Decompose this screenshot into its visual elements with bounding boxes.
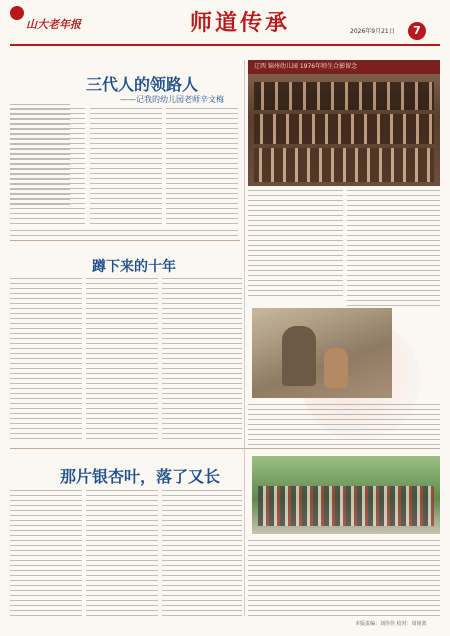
issue-date: 2026年9月21日 [350, 28, 395, 35]
article2-text-col2 [86, 278, 158, 442]
article-divider-2 [10, 448, 440, 449]
header-rule [10, 44, 440, 46]
article2-text-col3 [162, 278, 242, 442]
group-photo-ginkgo [252, 456, 440, 534]
article1-title: 三代人的领路人 [86, 75, 199, 94]
photo-row-back [254, 82, 434, 110]
photo-figure-adult [282, 326, 316, 386]
logo-seal-icon [10, 6, 24, 20]
article1-text-col5 [347, 190, 440, 308]
page-header [0, 0, 450, 44]
newspaper-logo [10, 6, 81, 36]
article3-text-col3 [162, 490, 242, 618]
section-title: 师道传承 [190, 10, 291, 36]
article2-title: 蹲下来的十年 [92, 259, 176, 275]
article1-text-col3 [166, 108, 238, 228]
article2-text-col4 [248, 404, 440, 448]
article3-text-col4 [248, 540, 440, 616]
class-photo-1976 [248, 60, 440, 186]
photo-figure-child [324, 348, 348, 388]
photo-row-front [254, 148, 434, 182]
article3-title: 那片银杏叶，落了又长 [60, 467, 221, 486]
article1-text-col4 [248, 190, 343, 300]
article1-text-row [10, 230, 238, 236]
article3-text-col1 [10, 490, 82, 618]
photo-group-row [258, 486, 434, 526]
article-divider-1 [10, 240, 240, 241]
article2-text-col1 [10, 278, 82, 442]
page-footer-credit: 本版责编：刘佳佳 校对：周铭蓝 [355, 621, 427, 627]
photo-row-middle [254, 114, 434, 144]
column-divider [244, 60, 245, 616]
teacher-with-child-photo [252, 308, 392, 398]
article1-text-col2 [90, 108, 162, 228]
article1-subtitle: ——记我的幼儿园老师辛文梅 [120, 95, 224, 104]
article3-text-col2 [86, 490, 158, 618]
photo-banner: 辽西 锦州幼儿园 1976年师生合影留念 [248, 60, 440, 74]
article1-text-col1 [10, 108, 85, 228]
page-number-badge: 7 [408, 22, 426, 40]
logo-name: 山大老年报 [26, 18, 81, 31]
